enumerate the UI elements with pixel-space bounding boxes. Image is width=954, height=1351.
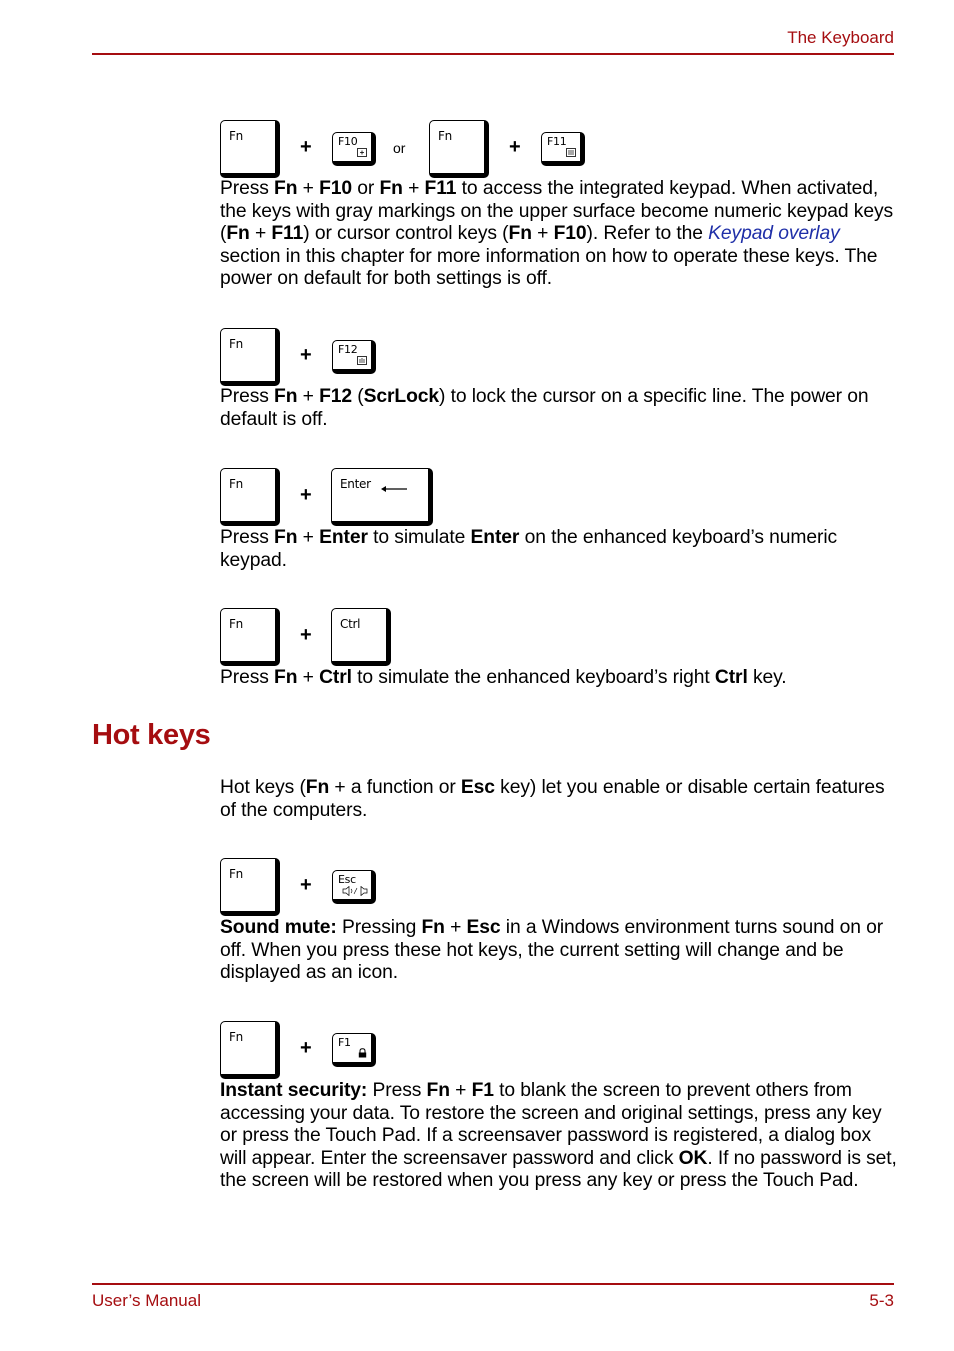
paragraph-fn-f12: Press Fn + F12 (ScrLock) to lock the cursor on a specific line. The power on default is off. bbox=[220, 386, 869, 430]
f10-key: F10 bbox=[332, 132, 376, 166]
lock-icon bbox=[358, 1048, 367, 1060]
keypad-arrow-icon bbox=[357, 148, 367, 159]
plus-sign: + bbox=[300, 624, 312, 646]
plus-sign: + bbox=[509, 136, 521, 158]
header-rule bbox=[92, 53, 894, 55]
f1-key: F1 bbox=[332, 1033, 376, 1067]
fn-key: Fn bbox=[220, 328, 280, 386]
f12-key: F12 bbox=[332, 340, 376, 374]
esc-key: Esc bbox=[332, 870, 376, 904]
fn-key: Fn bbox=[220, 120, 280, 178]
plus-sign: + bbox=[300, 874, 312, 896]
return-arrow-icon bbox=[380, 482, 408, 500]
fn-key: Fn bbox=[220, 1021, 280, 1079]
scroll-lock-icon bbox=[357, 356, 367, 367]
ctrl-key: Ctrl bbox=[331, 608, 391, 666]
paragraph-fn-f10-f11: Press Fn + F10 or Fn + F11 to access the integrated keypad. When activated, the keys with gray markings on the upper surface become numeric keypad keys (Fn + F11) or cursor control keys (Fn + F10). Refer to the Keypad overlay section in this chapter for more information on how to operate these keys. The power on default for both settings is off. bbox=[220, 178, 894, 290]
fn-key: Fn bbox=[220, 858, 280, 916]
footer-rule bbox=[92, 1283, 894, 1285]
page-number: 5-3 bbox=[869, 1291, 894, 1310]
plus-sign: + bbox=[300, 1037, 312, 1059]
speaker-mute-icon bbox=[342, 886, 368, 898]
paragraph-instant-security: Instant security: Press Fn + F1 to blank the screen to prevent others from accessing your data. To restore the screen and original settings, press any key or press the Touch Pad. If a screensaver password is registered, a dialog box will appear. Enter the screensaver password and click OK. If no password is set, the screen will be restored when you press any key or press the Touch Pad. bbox=[220, 1080, 897, 1192]
fn-key: Fn bbox=[429, 120, 489, 178]
paragraph-fn-enter: Press Fn + Enter to simulate Enter on the enhanced keyboard’s numeric keypad. bbox=[220, 527, 838, 571]
keypad-numeric-icon bbox=[566, 148, 576, 159]
paragraph-hot-keys-intro: Hot keys (Fn + a function or Esc key) let you enable or disable certain features of the computers. bbox=[220, 777, 885, 821]
plus-sign: + bbox=[300, 136, 312, 158]
f11-key: F11 bbox=[541, 132, 585, 166]
fn-key: Fn bbox=[220, 608, 280, 666]
plus-sign: + bbox=[300, 484, 312, 506]
fn-key: Fn bbox=[220, 468, 280, 526]
keypad-overlay-link[interactable]: Keypad overlay bbox=[708, 223, 840, 245]
paragraph-sound-mute: Sound mute: Pressing Fn + Esc in a Windows environment turns sound on or off. When you press these hot keys, the current setting will change and be displayed as an icon. bbox=[220, 917, 884, 984]
or-text: or bbox=[393, 140, 406, 156]
chapter-title: The Keyboard bbox=[787, 28, 894, 47]
manual-name: User’s Manual bbox=[92, 1291, 201, 1310]
plus-sign: + bbox=[300, 344, 312, 366]
paragraph-fn-ctrl: Press Fn + Ctrl to simulate the enhanced keyboard’s right Ctrl key. bbox=[220, 667, 787, 688]
enter-key: Enter bbox=[331, 468, 433, 526]
section-heading: Hot keys bbox=[92, 719, 211, 751]
